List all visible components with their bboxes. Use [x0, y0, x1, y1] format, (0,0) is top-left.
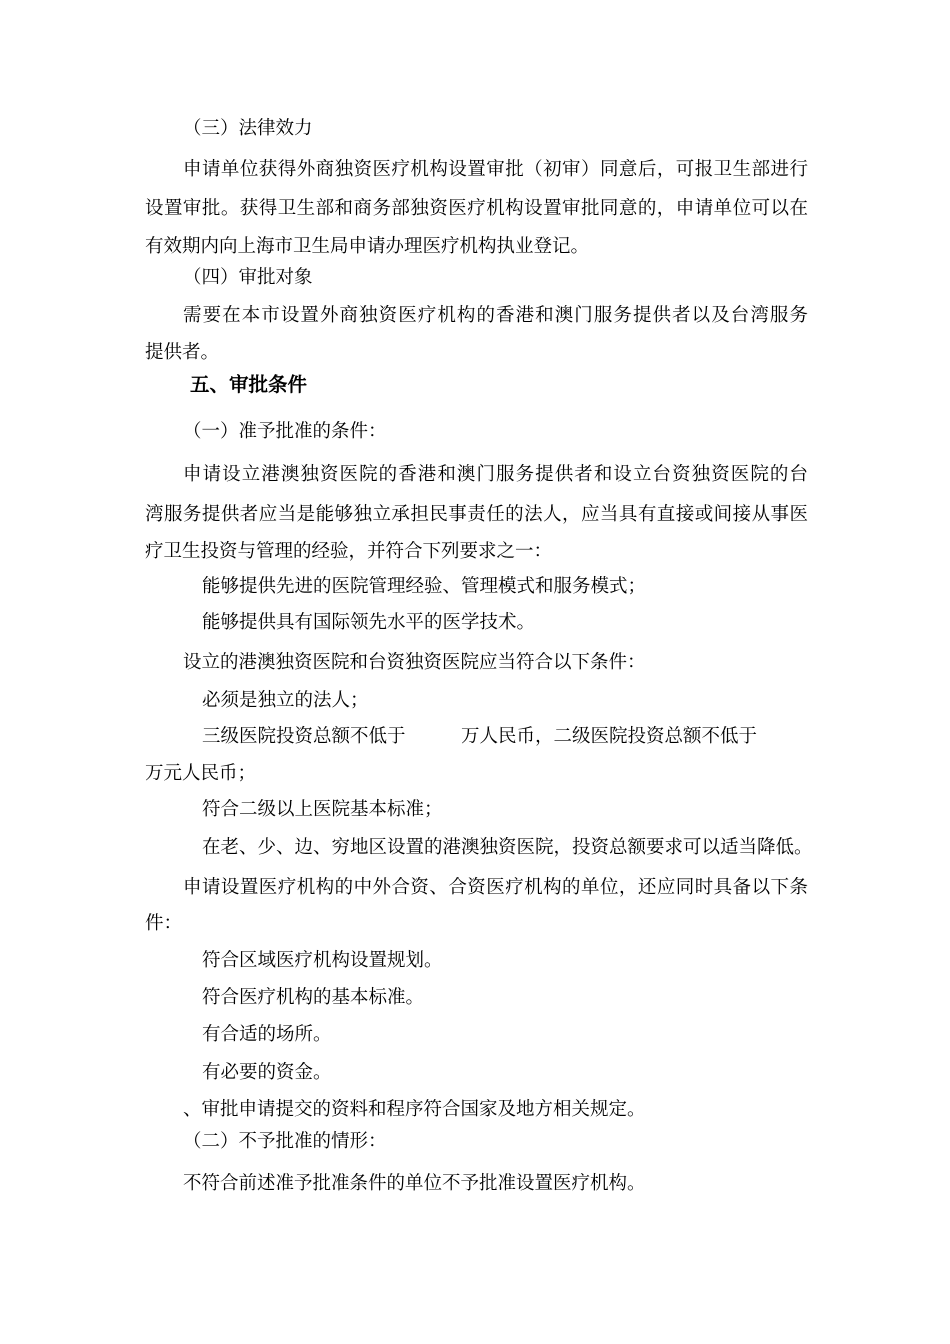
extra-condition-item: 有合适的场所。	[202, 1024, 332, 1045]
paragraph-line: 疗卫生投资与管理的经验，并符合下列要求之一：	[145, 541, 553, 562]
extra-condition-item: 有必要的资金。	[202, 1062, 332, 1083]
condition-item: 在老、少、边、穷地区设置的港澳独资医院，投资总额要求可以适当降低。	[202, 837, 813, 858]
condition-item-part-a: 三级医院投资总额不低于	[202, 726, 406, 747]
paragraph-line: 申请设立港澳独资医院的香港和澳门服务提供者和设立台资独资医院的台	[183, 464, 808, 485]
paragraph-line: 设置审批。获得卫生部和商务部独资医疗机构设置审批同意的，申请单位可以在	[145, 198, 808, 219]
conditions-intro: 设立的港澳独资医院和台资独资医院应当符合以下条件：	[183, 652, 646, 673]
paragraph-line: 不符合前述准予批准条件的单位不予批准设置医疗机构。	[183, 1173, 646, 1194]
paragraph-line: 湾服务提供者应当是能够独立承担民事责任的法人，应当具有直接或间接从事医	[145, 504, 808, 525]
paragraph-line: 提供者。	[145, 342, 220, 363]
subsection-1-title: （一）准予批准的条件：	[183, 421, 387, 442]
condition-item-part-c: 万元人民币；	[145, 763, 257, 784]
extra-condition-item: 符合医疗机构的基本标准。	[202, 987, 425, 1008]
condition-item: 符合二级以上医院基本标准；	[202, 799, 443, 820]
requirement-item: 能够提供具有国际领先水平的医学技术。	[202, 612, 536, 633]
paragraph-line: 有效期内向上海市卫生局申请办理医疗机构执业登记。	[145, 236, 590, 257]
requirement-item: 能够提供先进的医院管理经验、管理模式和服务模式；	[202, 576, 647, 597]
paragraph-line: 件：	[145, 913, 183, 934]
extra-condition-item: 、审批申请提交的资料和程序符合国家及地方相关规定。	[183, 1099, 646, 1120]
subsection-2-title: （二）不予批准的情形：	[183, 1131, 387, 1152]
condition-item: 必须是独立的法人；	[202, 690, 369, 711]
extra-conditions-intro: 申请设置医疗机构的中外合资、合资医疗机构的单位，还应同时具备以下条	[183, 877, 808, 898]
section-3-title: （三）法律效力	[183, 118, 313, 139]
paragraph-line: 申请单位获得外商独资医疗机构设置审批（初审）同意后，可报卫生部进行	[183, 159, 808, 180]
extra-condition-item: 符合区域医疗机构设置规划。	[202, 950, 443, 971]
section-4-title: （四）审批对象	[183, 267, 313, 288]
paragraph-line: 需要在本市设置外商独资医疗机构的香港和澳门服务提供者以及台湾服务	[183, 305, 808, 326]
chapter-5-heading: 五、审批条件	[190, 373, 308, 396]
condition-item-part-b: 万人民币，二级医院投资总额不低于	[461, 726, 758, 747]
